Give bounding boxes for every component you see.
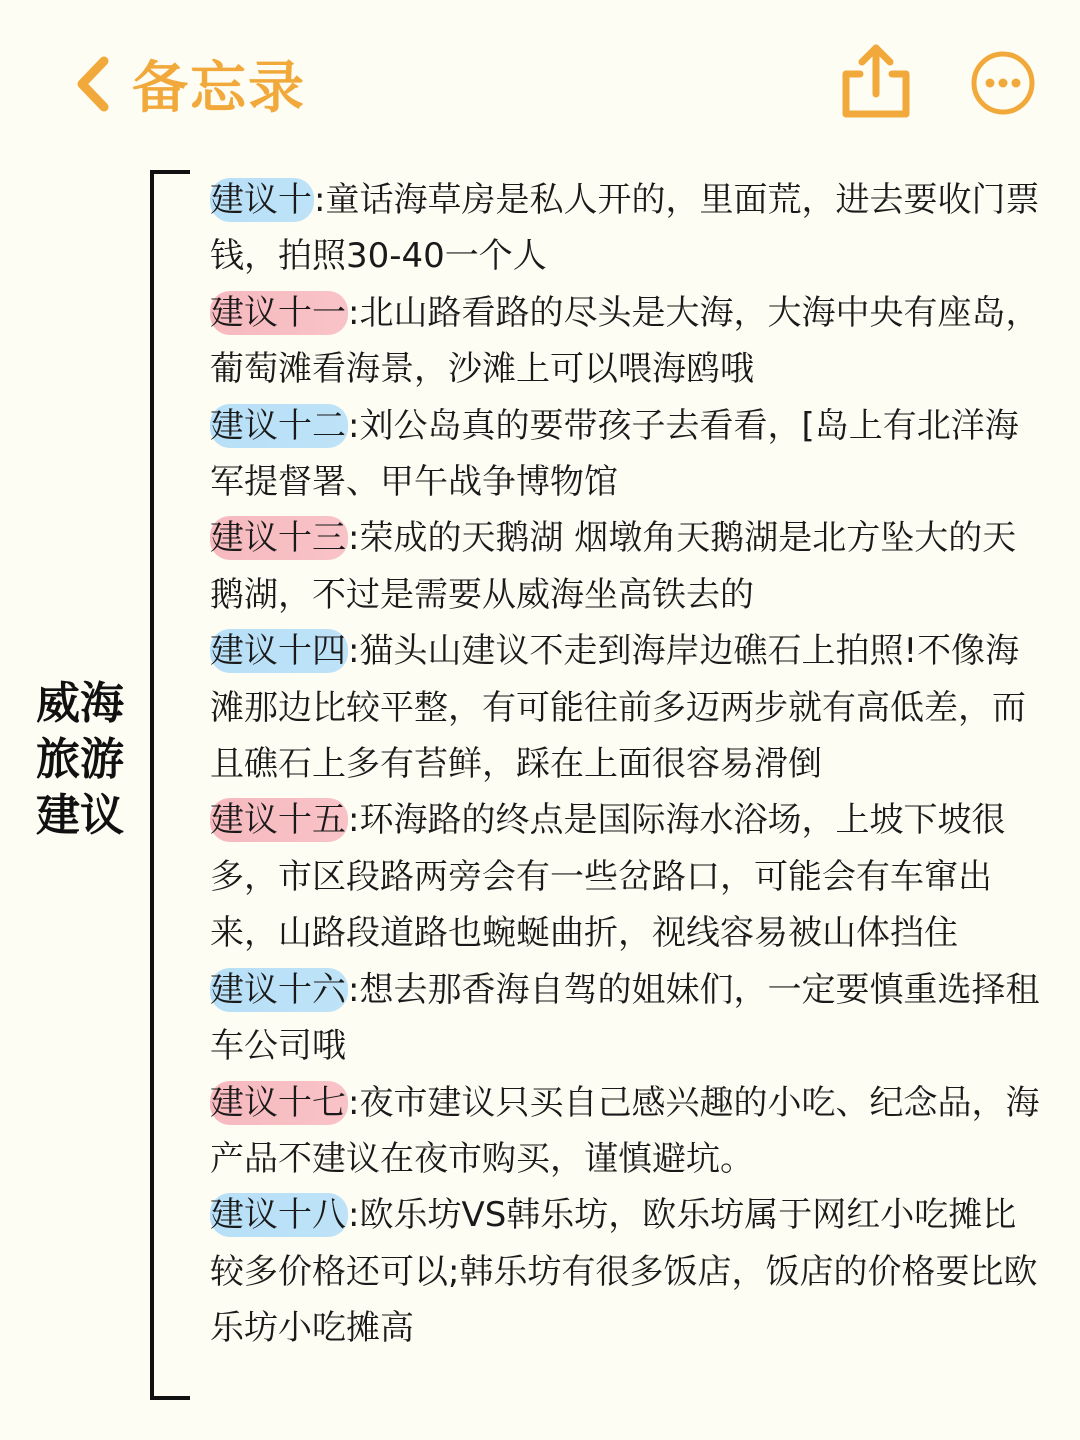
chevron-left-icon: [72, 55, 112, 113]
side-title-line: 建议: [36, 790, 124, 841]
tip-tag: 建议十七: [210, 1082, 346, 1123]
top-toolbar: [0, 0, 1080, 150]
tip-item: 建议十八:欧乐坊VS韩乐坊，欧乐坊属于网红小吃摊比较多价格还可以;韩乐坊有很多饭店，饭店的价格要比欧乐坊小吃摊高: [210, 1195, 1038, 1349]
note-content[interactable]: [210, 172, 1040, 1357]
tip-tag: 建议十五: [210, 800, 346, 841]
side-title: [36, 676, 136, 844]
tip-item: 建议十:童话海草房是私人开的，里面荒，进去要收门票钱，拍照30-40一个人: [210, 180, 1040, 277]
tip-item: 建议十四:猫头山建议不走到海岸边礁石上拍照!不像海滩那边比较平整，有可能往前多迈两步就有高低差，而且礁石上多有苔鲜，踩在上面很容易滑倒: [210, 631, 1026, 785]
tip-item: 建议十三:荣成的天鹅湖 烟墩角天鹅湖是北方坠大的天鹅湖，不过是需要从威海坐高铁去的: [210, 518, 1017, 615]
tip-tag: 建议十二: [210, 405, 346, 446]
tip-tag: 建议十三: [210, 518, 346, 559]
tip-text: 夜市建议只买自己感兴趣的小吃、纪念品，海产品不建议在夜市购买，谨慎避坑。: [210, 1082, 1040, 1179]
tip-tag: 建议十四: [210, 631, 346, 672]
tip-text: 北山路看路的尽头是大海，大海中央有座岛，葡萄滩看海景，沙滩上可以喂海鸥哦: [210, 292, 1040, 390]
side-title-line: 威海: [36, 678, 124, 729]
tip-text: 猫头山建议不走到海岸边礁石上拍照!不像海滩那边比较平整，有可能往前多迈两步就有高低差，而且礁石上多有苔鲜，踩在上面很容易滑倒: [210, 631, 1026, 785]
tip-item: 建议十七:夜市建议只买自己感兴趣的小吃、纪念品，海产品不建议在夜市购买，谨慎避坑。: [210, 1082, 1040, 1179]
tip-text: 荣成的天鹅湖 烟墩角天鹅湖是北方坠大的天鹅湖，不过是需要从威海坐高铁去的: [210, 518, 1017, 615]
tip-item: 建议十一:北山路看路的尽头是大海，大海中央有座岛，葡萄滩看海景，沙滩上可以喂海鸥哦: [210, 292, 1040, 390]
tip-text: 刘公岛真的要带孩子去看看，[岛上有北洋海军提督署、甲午战争博物馆: [210, 405, 1019, 503]
back-button[interactable]: [72, 42, 306, 126]
tip-text: 想去那香海自驾的姐妹们，一定要慎重选择租车公司哦: [210, 969, 1040, 1067]
more-icon: [970, 50, 1036, 116]
bracket-divider: [150, 170, 190, 1400]
tip-tag: 建议十: [210, 180, 312, 220]
tip-item: 建议十二:刘公岛真的要带孩子去看看，[岛上有北洋海军提督署、甲午战争博物馆: [210, 405, 1019, 503]
tip-tag: 建议十八: [210, 1195, 346, 1236]
share-icon: [836, 40, 916, 120]
tip-text: 欧乐坊VS韩乐坊，欧乐坊属于网红小吃摊比较多价格还可以;韩乐坊有很多饭店，饭店的价格要比欧乐坊小吃摊高: [210, 1195, 1038, 1349]
tip-text: 环海路的终点是国际海水浴场，上坡下坡很多，市区段路两旁会有一些岔路口，可能会有车窜出来，山路段道路也蜿蜒曲折，视线容易被山体挡住: [210, 800, 1006, 954]
back-label: 备忘录: [132, 56, 306, 121]
tip-text: 童话海草房是私人开的，里面荒，进去要收门票钱，拍照30-40一个人: [210, 180, 1040, 277]
tip-tag: 建议十六: [210, 969, 346, 1010]
share-button[interactable]: [836, 40, 916, 120]
tip-tag: 建议十一: [210, 292, 346, 333]
tip-item: 建议十六:想去那香海自驾的姐妹们，一定要慎重选择租车公司哦: [210, 969, 1040, 1067]
more-button[interactable]: [970, 50, 1036, 116]
side-title-line: 旅游: [36, 734, 124, 785]
tip-item: 建议十五:环海路的终点是国际海水浴场，上坡下坡很多，市区段路两旁会有一些岔路口，可能会有车窜出来，山路段道路也蜿蜒曲折，视线容易被山体挡住: [210, 800, 1006, 954]
